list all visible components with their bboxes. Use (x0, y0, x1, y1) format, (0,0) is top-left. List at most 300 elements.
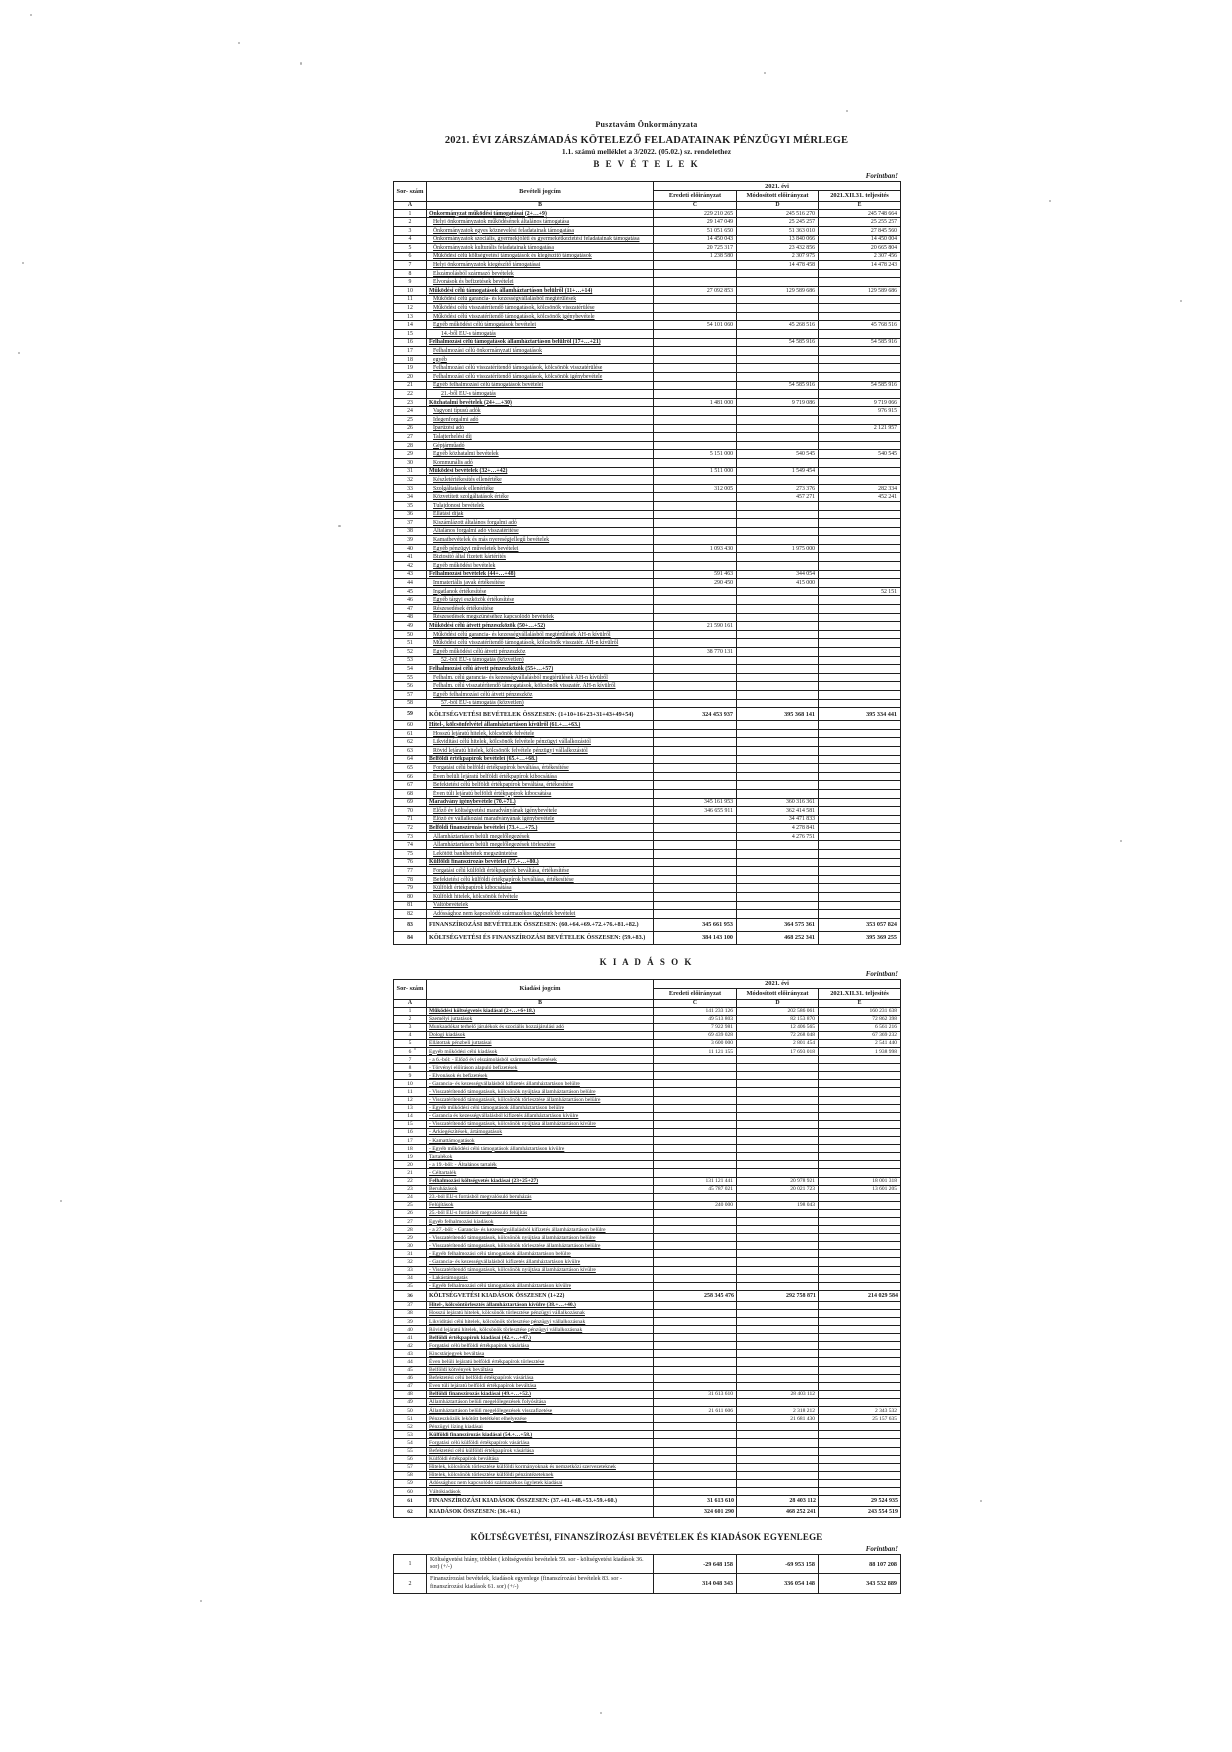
table-row (394, 1266, 901, 1274)
row-number: 40 (394, 1326, 427, 1334)
value-eredeti: 290 450 (654, 579, 737, 588)
row-label: FINANSZÍROZÁSI BEVÉTELEK ÖSSZESEN: (60.+64.+69.+72.+76.+81.+82.) (427, 918, 654, 931)
row-label: - a 19.-ből: - Általános tartalék (427, 1161, 654, 1169)
value-modositott (737, 1487, 819, 1495)
table-row (394, 1290, 901, 1301)
column-letter: C (654, 999, 737, 1007)
value-eredeti: 1 238 580 (654, 252, 737, 261)
value-teljesites: 2 541 440 (819, 1039, 901, 1047)
row-label: Külföldi finanszírozás kiadásai (54.+…+58.) (427, 1431, 654, 1439)
value-eredeti (654, 850, 737, 859)
row-label: - Kamattámogatások (427, 1137, 654, 1145)
value-eredeti (654, 1423, 737, 1431)
row-label: Maradvány igénybevétele (70.+71.) (427, 798, 654, 807)
value-modositott (737, 901, 819, 910)
row-number: 28 (394, 1226, 427, 1234)
value-modositott (737, 476, 819, 485)
value-modositott (737, 330, 819, 339)
row-label: - Törvényi előíráson alapuló befizetések (427, 1064, 654, 1072)
value-teljesites (819, 729, 901, 738)
value-teljesites (819, 648, 901, 657)
value-teljesites (819, 850, 901, 859)
table-row (394, 261, 901, 270)
value-eredeti (654, 721, 737, 730)
row-label: Kamatbevételek és más nyereségjellegű bevételek (427, 536, 654, 545)
table-row (394, 841, 901, 850)
table-row (394, 665, 901, 674)
value-modositott (737, 699, 819, 708)
value-modositott: 25 245 257 (737, 218, 819, 227)
scan-noise-dot (600, 1712, 602, 1714)
row-number: 68 (394, 789, 427, 798)
row-number: 5 (394, 1039, 427, 1047)
row-label: Hitel-, kölcsöntörlesztés államháztartáson kívülre (38.+…+40.) (427, 1301, 654, 1309)
value-eredeti (654, 1479, 737, 1487)
value-eredeti (654, 1447, 737, 1455)
row-number: 23 (394, 398, 427, 407)
row-number: 49 (394, 1398, 427, 1406)
value-eredeti (654, 424, 737, 433)
table-row (394, 1479, 901, 1487)
value-modositott: 4 276 751 (737, 832, 819, 841)
table-row (394, 226, 901, 235)
value-modositott: 468 252 341 (737, 931, 819, 944)
table-row (394, 746, 901, 755)
row-label: Dologi kiadások (427, 1031, 654, 1039)
value-teljesites (819, 1056, 901, 1064)
value-teljesites (819, 1169, 901, 1177)
value-teljesites (819, 721, 901, 730)
table-row (394, 673, 901, 682)
row-label: Működési célú támogatások államháztartáson belülről (11+…+14) (427, 287, 654, 296)
value-eredeti (654, 841, 737, 850)
value-eredeti (654, 1309, 737, 1317)
value-eredeti (654, 1471, 737, 1479)
value-eredeti (654, 1342, 737, 1350)
row-number: 75 (394, 850, 427, 859)
row-number: 28 (394, 441, 427, 450)
value-teljesites: 88 107 208 (819, 1555, 901, 1574)
value-teljesites: 395 334 441 (819, 708, 901, 721)
row-label: Egyéb felhalmozási kiadások (427, 1217, 654, 1225)
value-eredeti (654, 893, 737, 902)
value-eredeti: 131 121 441 (654, 1177, 737, 1185)
table-row (394, 613, 901, 622)
scan-noise-dot (22, 262, 24, 264)
value-modositott (737, 721, 819, 730)
value-modositott (737, 1382, 819, 1390)
row-number: 43 (394, 1350, 427, 1358)
row-label: - Egyéb működési célú támogatások államháztartáson kívülre (427, 1145, 654, 1153)
value-eredeti: 1 093 430 (654, 544, 737, 553)
value-teljesites (819, 867, 901, 876)
value-modositott (737, 746, 819, 755)
table-row (394, 815, 901, 824)
value-teljesites: 282 334 (819, 484, 901, 493)
value-modositott (737, 858, 819, 867)
row-label: - Egyéb felhalmozási célú támogatások államháztartáson belülre (427, 1250, 654, 1258)
table-row (394, 355, 901, 364)
table-row (394, 1334, 901, 1342)
value-teljesites (819, 789, 901, 798)
row-label: - Visszatérítendő támogatások, kölcsönök törlesztése államháztartáson belülre (427, 1242, 654, 1250)
row-number: 16 (394, 1128, 427, 1136)
value-eredeti (654, 1318, 737, 1326)
value-teljesites: 976 915 (819, 407, 901, 416)
table-row (394, 510, 901, 519)
value-modositott: 360 316 361 (737, 798, 819, 807)
value-modositott: 395 368 141 (737, 708, 819, 721)
value-modositott (737, 407, 819, 416)
row-label: 57.-ből EU-s támogatás (közvetlen) (427, 699, 654, 708)
row-label: Egyéb működési célú kiadások (427, 1048, 654, 1056)
value-teljesites (819, 458, 901, 467)
value-teljesites (819, 1266, 901, 1274)
row-number: 32 (394, 476, 427, 485)
value-eredeti (654, 639, 737, 648)
row-number: 46 (394, 596, 427, 605)
value-teljesites (819, 1193, 901, 1201)
column-header-jogcim: Kiadási jogcím (427, 979, 654, 999)
value-modositott (737, 1274, 819, 1282)
table-row (394, 321, 901, 330)
value-eredeti: 54 101 060 (654, 321, 737, 330)
table-row (394, 1431, 901, 1439)
value-eredeti: 141 233 126 (654, 1007, 737, 1015)
value-modositott (737, 596, 819, 605)
table-row (394, 381, 901, 390)
row-number: 2 (394, 218, 427, 227)
value-modositott: 468 252 241 (737, 1507, 819, 1518)
value-eredeti (654, 1234, 737, 1242)
row-number: 59 (394, 1479, 427, 1487)
value-modositott (737, 1366, 819, 1374)
row-number: 29 (394, 450, 427, 459)
table-row (394, 1056, 901, 1064)
value-modositott (737, 1258, 819, 1266)
row-number: 60 (394, 1487, 427, 1495)
value-teljesites (819, 415, 901, 424)
row-number: 3 (394, 226, 427, 235)
table-row (394, 287, 901, 296)
row-label: Likviditási célú hitelek, kölcsönök törlesztése pénzügyi vállalkozásnak (427, 1318, 654, 1326)
value-teljesites (819, 639, 901, 648)
value-teljesites (819, 832, 901, 841)
row-number: 65 (394, 764, 427, 773)
row-label: Befektetési célú belföldi értékpapírok vásárlása (427, 1374, 654, 1382)
table-row (394, 1145, 901, 1153)
value-modositott: 457 271 (737, 493, 819, 502)
value-eredeti (654, 1258, 737, 1266)
row-label: Forgatási célú külföldi értékpapírok vásárlása (427, 1439, 654, 1447)
row-label: Működési célú átvett pénzeszközök (50+…+52) (427, 622, 654, 631)
table-row (394, 884, 901, 893)
row-label: Pénzügyi lízing kiadásai (427, 1423, 654, 1431)
row-label: Ellátási díjak (427, 510, 654, 519)
row-label: Kincstárjegyek beváltása (427, 1350, 654, 1358)
column-letter: C (654, 201, 737, 209)
table-row (394, 1023, 901, 1031)
value-modositott: 415 000 (737, 579, 819, 588)
row-label: Kommunális adó (427, 458, 654, 467)
value-eredeti: 1 511 000 (654, 467, 737, 476)
value-modositott: 4 278 841 (737, 824, 819, 833)
table-row (394, 553, 901, 562)
column-letter: B (427, 201, 654, 209)
table-row (394, 501, 901, 510)
row-number: 48 (394, 613, 427, 622)
table-row (394, 1088, 901, 1096)
row-label: KIADÁSOK ÖSSZESEN: (36.+61.) (427, 1507, 654, 1518)
table-row (394, 1234, 901, 1242)
row-label: KÖLTSÉGVETÉSI ÉS FINANSZÍROZÁSI BEVÉTELEK ÖSSZESEN: (59.+83.) (427, 931, 654, 944)
table-row (394, 484, 901, 493)
row-number: 6 (394, 1048, 427, 1056)
value-eredeti (654, 1398, 737, 1406)
row-label: Elvonások és befizetések bevételei (427, 278, 654, 287)
row-label: egyéb (427, 355, 654, 364)
row-number: 82 (394, 910, 427, 919)
row-label: - Visszatérítendő támogatások, kölcsönök nyújtása államháztartáson belülre (427, 1088, 654, 1096)
row-number: 30 (394, 1242, 427, 1250)
row-label: Közhatalmi bevételek (24+…+30) (427, 398, 654, 407)
value-teljesites (819, 467, 901, 476)
value-eredeti (654, 605, 737, 614)
value-eredeti (654, 1250, 737, 1258)
row-number: 26 (394, 1209, 427, 1217)
row-label: Hosszú lejáratú hitelek, kölcsönök felvétele (427, 729, 654, 738)
row-number: 18 (394, 1145, 427, 1153)
value-modositott (737, 690, 819, 699)
row-number: 69 (394, 798, 427, 807)
value-teljesites: 52 151 (819, 587, 901, 596)
column-letter: D (737, 201, 819, 209)
table-row (394, 1447, 901, 1455)
value-modositott (737, 1471, 819, 1479)
value-modositott: 17 693 018 (737, 1048, 819, 1056)
value-eredeti: 346 655 911 (654, 807, 737, 816)
value-eredeti (654, 501, 737, 510)
table-row (394, 1455, 901, 1463)
value-modositott: 54 585 916 (737, 338, 819, 347)
table-row (394, 218, 901, 227)
value-teljesites: 395 369 255 (819, 931, 901, 944)
row-number: 19 (394, 1153, 427, 1161)
value-teljesites: 9 719 066 (819, 398, 901, 407)
value-modositott: 45 268 516 (737, 321, 819, 330)
value-modositott: 72 268 048 (737, 1031, 819, 1039)
column-letter: E (819, 999, 901, 1007)
table-row (394, 1112, 901, 1120)
row-label: Hitelek, kölcsönök törlesztése külföldi kormányoknak és nemzetközi szervezeteknek (427, 1463, 654, 1471)
value-eredeti (654, 1358, 737, 1366)
row-number: 1 (394, 209, 427, 218)
value-modositott (737, 1374, 819, 1382)
value-teljesites (819, 673, 901, 682)
row-label: Felhalmozási célú átvett pénzeszközök (55+…+57) (427, 665, 654, 674)
value-modositott (737, 1431, 819, 1439)
value-eredeti (654, 1104, 737, 1112)
row-number: 11 (394, 295, 427, 304)
value-teljesites (819, 841, 901, 850)
column-letter: E (819, 201, 901, 209)
row-number: 33 (394, 1266, 427, 1274)
value-eredeti: -29 648 158 (654, 1555, 737, 1574)
value-teljesites (819, 1064, 901, 1072)
value-modositott: 28 403 112 (737, 1390, 819, 1398)
table-row (394, 1382, 901, 1390)
scan-noise-dot (1120, 840, 1122, 842)
value-modositott (737, 850, 819, 859)
row-label: Rövid lejáratú hitelek, kölcsönök felvétele pénzügyi vállalkozástól (427, 746, 654, 755)
value-eredeti: 258 345 476 (654, 1290, 737, 1301)
row-label: Ingatlanok értékesítése (427, 587, 654, 596)
value-eredeti (654, 1439, 737, 1447)
row-label: - Garancia és kezességvállalásból kifizetés államháztartáson kívülre (427, 1112, 654, 1120)
value-eredeti: 240 000 (654, 1201, 737, 1209)
value-modositott (737, 269, 819, 278)
row-label: Idegenforgalmi adó (427, 415, 654, 424)
value-teljesites (819, 1487, 901, 1495)
column-header-jogcim: Bevételi jogcím (427, 182, 654, 202)
value-teljesites (819, 295, 901, 304)
value-eredeti (654, 815, 737, 824)
table-row (394, 1072, 901, 1080)
value-teljesites (819, 690, 901, 699)
value-eredeti: 312 005 (654, 484, 737, 493)
table-row (394, 918, 901, 931)
value-eredeti (654, 1226, 737, 1234)
value-eredeti: 14 450 043 (654, 235, 737, 244)
row-label: - Visszatérítendő támogatások, kölcsönök törlesztése államháztartáson belülre (427, 1096, 654, 1104)
value-eredeti (654, 613, 737, 622)
value-teljesites: 54 585 916 (819, 381, 901, 390)
row-label: Talajterhelési díj (427, 433, 654, 442)
row-label: Önkormányzat működési támogatásai (2+…+9) (427, 209, 654, 218)
row-number: 61 (394, 729, 427, 738)
row-label: 25.-ből EU-s forrásból megvalósuló felújítás (427, 1209, 654, 1217)
value-teljesites (819, 390, 901, 399)
row-number: 32 (394, 1258, 427, 1266)
value-eredeti: 21 590 161 (654, 622, 737, 631)
value-teljesites (819, 312, 901, 321)
row-label: Egyéb működési célú átvett pénzeszköz (427, 648, 654, 657)
scan-noise-dot (764, 72, 766, 74)
table-row (394, 458, 901, 467)
value-eredeti (654, 1120, 737, 1128)
value-teljesites (819, 1104, 901, 1112)
row-label: Egyéb felhalmozási célú átvett pénzeszköz (427, 690, 654, 699)
value-teljesites (819, 1398, 901, 1406)
value-eredeti (654, 269, 737, 278)
table-row (394, 519, 901, 528)
value-modositott (737, 682, 819, 691)
row-label: Egyéb felhalmozási célú támogatások bevételei (427, 381, 654, 390)
value-teljesites (819, 746, 901, 755)
table-row (394, 278, 901, 287)
row-number: 17 (394, 1137, 427, 1145)
value-eredeti (654, 553, 737, 562)
value-teljesites (819, 772, 901, 781)
value-modositott (737, 1153, 819, 1161)
row-number: 67 (394, 781, 427, 790)
row-label: Felhalm. célú garancia- és kezességvállalásból megtérülések ÁH-n kívülről (427, 673, 654, 682)
table-row (394, 338, 901, 347)
value-modositott (737, 1326, 819, 1334)
value-teljesites (819, 1390, 901, 1398)
row-label: Belföldi értékpapírok bevételei (65.+…+68.) (427, 755, 654, 764)
row-number: 62 (394, 1507, 427, 1518)
value-teljesites: 14 450 004 (819, 235, 901, 244)
row-number: 8 (394, 269, 427, 278)
table-row (394, 807, 901, 816)
value-modositott (737, 673, 819, 682)
value-modositott: 9 719 086 (737, 398, 819, 407)
value-modositott (737, 278, 819, 287)
value-eredeti (654, 1366, 737, 1374)
row-number: 35 (394, 1282, 427, 1290)
value-modositott: 2 801 454 (737, 1039, 819, 1047)
row-number: 52 (394, 648, 427, 657)
table-row (394, 1487, 901, 1495)
row-number: 37 (394, 519, 427, 528)
row-label: Felhalmozási célú önkormányzati támogatások (427, 347, 654, 356)
row-label: Egyéb működési célú támogatások bevételei (427, 321, 654, 330)
row-label: Felhalmozási bevételek (44+…+48) (427, 570, 654, 579)
value-teljesites: 25 157 635 (819, 1415, 901, 1423)
value-teljesites: 20 665 804 (819, 244, 901, 253)
value-eredeti (654, 910, 737, 919)
value-modositott (737, 1398, 819, 1406)
value-eredeti: 49 513 803 (654, 1015, 737, 1023)
row-number: 54 (394, 1439, 427, 1447)
value-teljesites (819, 605, 901, 614)
table-row (394, 1048, 901, 1056)
row-number: 80 (394, 893, 427, 902)
row-number: 29 (394, 1234, 427, 1242)
value-modositott: 82 153 870 (737, 1015, 819, 1023)
value-modositott (737, 738, 819, 747)
value-eredeti (654, 875, 737, 884)
row-number: 12 (394, 1096, 427, 1104)
value-teljesites (819, 807, 901, 816)
table-row (394, 1574, 901, 1593)
table-row (394, 467, 901, 476)
value-eredeti: 345 161 953 (654, 798, 737, 807)
value-eredeti (654, 1072, 737, 1080)
table-row (394, 1209, 901, 1217)
row-label: Éven túli lejáratú belföldi értékpapírok beváltása (427, 1382, 654, 1390)
value-teljesites (819, 1334, 901, 1342)
value-eredeti (654, 1217, 737, 1225)
row-label: Önkormányzatok szociális, gyermekjóléti és gyermekétkeztetési feladatainak támogatása (427, 235, 654, 244)
table-row (394, 1031, 901, 1039)
value-eredeti (654, 673, 737, 682)
row-number: 26 (394, 424, 427, 433)
row-number: 71 (394, 815, 427, 824)
row-label: Befektetési célú belföldi értékpapírok beváltása, értékesítése (427, 781, 654, 790)
column-header-sorszam: Sor- szám (394, 182, 427, 202)
row-label: Felújítások (427, 1201, 654, 1209)
value-teljesites (819, 1350, 901, 1358)
row-number: 9 (394, 1072, 427, 1080)
table-row (394, 639, 901, 648)
value-modositott: 336 054 148 (737, 1574, 819, 1593)
row-number: 35 (394, 501, 427, 510)
row-label: Működési célú költségvetési támogatások és kiegészítő támogatások (427, 252, 654, 261)
value-eredeti (654, 587, 737, 596)
currency-note: Forintban! (865, 1545, 898, 1554)
